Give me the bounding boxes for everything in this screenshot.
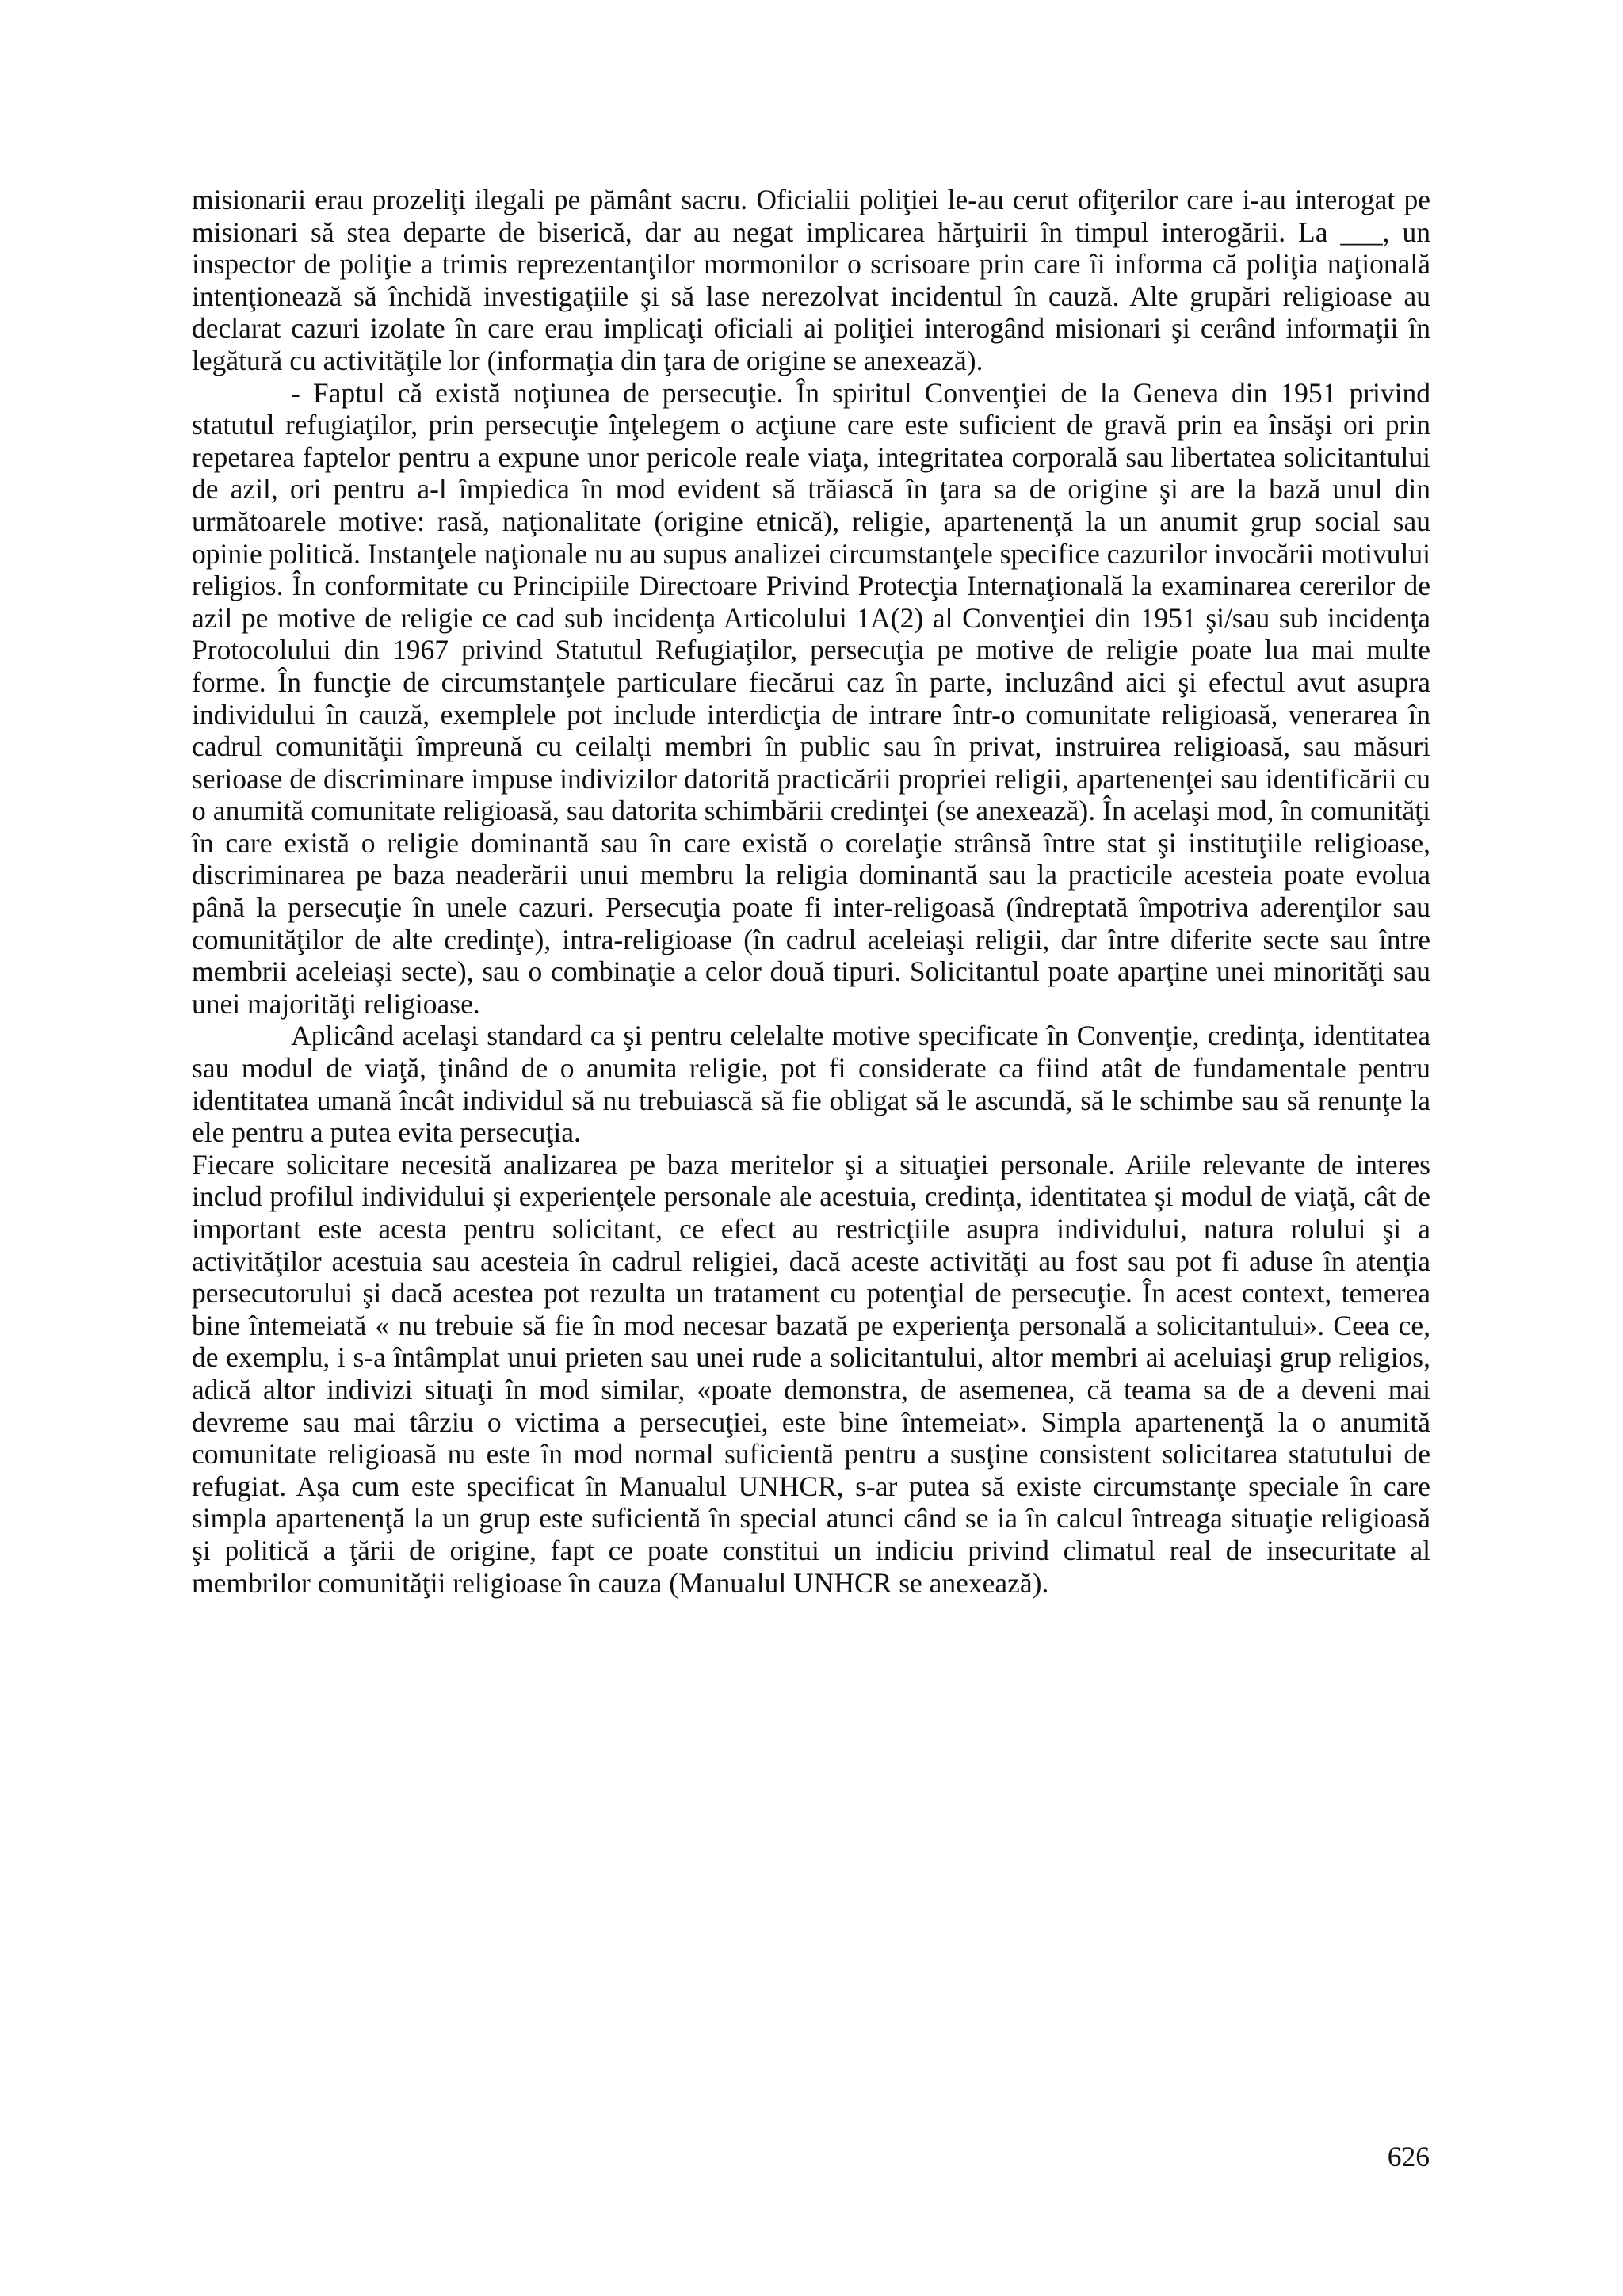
paragraph-continuation: misionarii erau prozeliţi ilegali pe pământ sacru. Oficialii poliţiei le-au cerut ofiţerilor care i-au interogat pe misionari să stea departe de biserică, dar au negat implicarea hărţuirii în timpul interogării. La ___, un inspector de poliţie a trimis reprezentanţilor mormonilor o scrisoare prin care îi informa că poliţia naţională intenţionează să închidă investigaţiile şi să lase nerezolvat incidentul în cauză. Alte grupări religioase au declarat cazuri izolate în care erau implicaţi oficiali ai poliţiei interogând misionari şi cerând informaţii în legătură cu activităţile lor (informaţia din ţara de origine se anexează). [192, 184, 1430, 376]
page-number: 626 [1387, 2141, 1430, 2172]
paragraph-individual-assessment: Fiecare solicitare necesită analizarea pe baza meritelor şi a situaţiei personale. Ariile relevante de interes includ profilul individului şi experienţele personale ale acestuia, credinţa, identitatea şi modul de viaţă, cât de important este acesta pentru solicitant, ce efect au restricţiile asupra individului, natura rolului şi a activităţilor acestuia sau acesteia în cadrul religiei, dacă aceste activităţi au fost sau pot fi aduse în atenţia persecutorului şi dacă acestea pot rezulta un tratament cu potenţial de persecuţie. În acest context, temerea bine întemeiată « nu trebuie să fie în mod necesar bazată pe experienţa personală a solicitantului». Ceea ce, de exemplu, i s-a întâmplat unui prieten sau unei rude a solicitantului, altor membri ai aceluiaşi grup religios, adică altor indivizi situaţi în mod similar, «poate demonstra, de asemenea, că teama sa de a deveni mai devreme sau mai târziu o victima a persecuţiei, este bine întemeiat». Simpla apartenenţă la o anumită comunitate religioasă nu este în mod normal suficientă pentru a susţine consistent solicitarea statutului de refugiat. Aşa cum este specificat în Manualul UNHCR, s-ar putea să existe circumstanţe speciale în care simpla apartenenţă la un grup este suficientă în special atunci când se ia în calcul întreaga situaţie religioasă şi politică a ţării de origine, fapt ce poate constitui un indiciu privind climatul real de insecuritate al membrilor comunităţii religioase în cauza (Manualul UNHCR se anexează). [192, 1148, 1430, 1599]
paragraph-same-standard: Aplicând acelaşi standard ca şi pentru celelalte motive specificate în Convenţie, credinţa, identitatea sau modul de viaţă, ţinând de o anumita religie, pot fi considerate ca fiind atât de fundamentale pentru identitatea umană încât individul să nu trebuiască să fie obligat să le ascundă, să le schimbe sau să renunţe la ele pentru a putea evita persecuţia. [192, 1020, 1430, 1149]
paragraph-persecution-notion: - Faptul că există noţiunea de persecuţie. În spiritul Convenţiei de la Geneva din 1951 privind statutul refugiaţilor, prin persecuţie înţelegem o acţiune care este suficient de gravă prin ea însăşi ori prin repetarea faptelor pentru a expune unor pericole reale viaţa, integritatea corporală sau libertatea solicitantului de azil, ori pentru a-l împiedica în mod evident să trăiască în ţara sa de origine şi are la bază unul din următoarele motive: rasă, naţionalitate (origine etnică), religie, apartenenţă la un anumit grup social sau opinie politică. Instanţele naţionale nu au supus analizei circumstanţele specifice cazurilor invocării motivului religios. În conformitate cu Principiile Directoare Privind Protecţia Internaţională la examinarea cererilor de azil pe motive de religie ce cad sub incidenţa Articolului 1A(2) al Convenţiei din 1951 şi/sau sub incidenţa Protocolului din 1967 privind Statutul Refugiaţilor, persecuţia pe motive de religie poate lua mai multe forme. În funcţie de circumstanţele particulare fiecărui caz în parte, incluzând aici şi efectul avut asupra individului în cauză, exemplele pot include interdicţia de intrare într-o comunitate religioasă, venerarea în cadrul comunităţii împreună cu ceilalţi membri în public sau în privat, instruirea religioasă, sau măsuri serioase de discriminare impuse indivizilor datorită practicării propriei religii, apartenenţei sau identificării cu o anumită comunitate religioasă, sau datorita schimbării credinţei (se anexează). În acelaşi mod, în comunităţi în care există o religie dominantă sau în care există o corelaţie strânsă între stat şi instituţiile religioase, discriminarea pe baza neaderării unui membru la religia dominantă sau la practicile acesteia poate evolua până la persecuţie în unele cazuri. Persecuţia poate fi inter-religoasă (îndreptată împotriva aderenţilor sau comunităţilor de alte credinţe), intra-religioase (în cadrul aceleiaşi religii, dar între diferite secte sau între membrii aceleiaşi secte), sau o combinaţie a celor două tipuri. Solicitantul poate aparţine unei minorităţi sau unei majorităţi religioase. [192, 376, 1430, 1020]
body-text [192, 184, 1430, 1599]
